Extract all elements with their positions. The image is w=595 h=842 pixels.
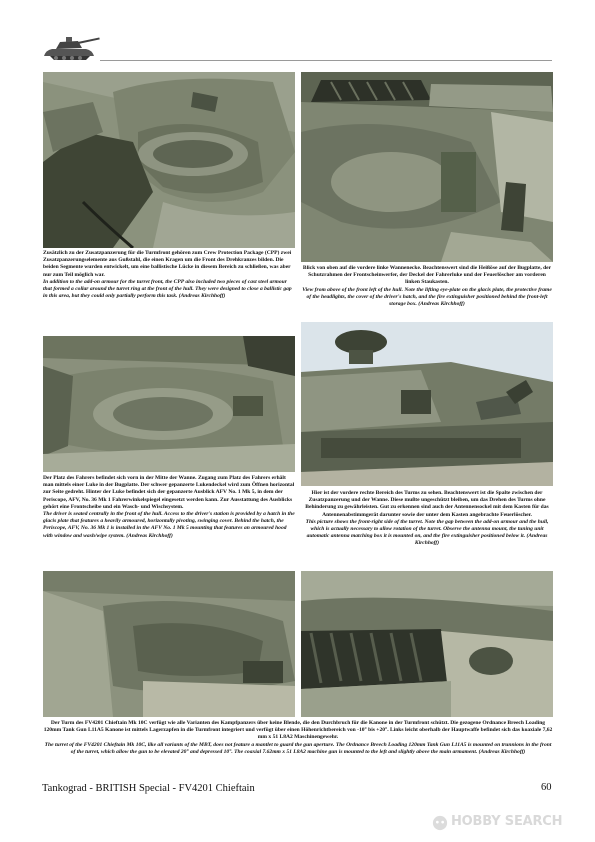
caption-de: Blick von oben auf die vordere linke Wannenecke. Beachtenswert sind die Heißöse auf der Bugplatte, der Schutzrahmen der Frontscheinwerfer, der Deckel der Fahrerluke und der Feuerlöscher am vorderen linken Staukasten. xyxy=(302,265,552,286)
publication-title: Tankograd - BRITISH Special - FV4201 Chieftain xyxy=(42,783,255,794)
caption-front-right-turret xyxy=(301,490,553,548)
caption-de: Zusätzlich zu der Zusatzpanzerung für die Turmfront gehören zum Crew Protection Package (CPP) zwei Zusatzpanzerungselemente aus Gußstahl, die einen Kragen um die Front des Drehkranzes bilden. Die beiden Segmente wurden entwickelt, um eine ballistische Lücke in diesem Bereich zu schließen, was aber nur zum Teil möglich war. xyxy=(43,250,292,278)
tank-silhouette-logo xyxy=(40,28,102,62)
photo-turret-collar-armour xyxy=(43,72,295,248)
photo-turret-front-left xyxy=(43,571,295,717)
photo-gun-mounting xyxy=(301,571,553,717)
page-number: 60 xyxy=(541,782,552,793)
caption-en: The turret of the FV4201 Chieftain Mk 10C, like all variants of the MBT, does not feature a mantlet to guard the gun aperture. The Ordnance Breech Loading 120mm Tank Gun L11A5 is mounted on trunnions in the front of the turret, which allow the gun to be elevated 20° and depressed 10°. The coaxial 7.62mm x 51 L8A2 machine gun is mounted to the left and slightly above the main armament. (Andreas Kirchhoff) xyxy=(44,741,552,755)
watermark-text: HOBBY SEARCH xyxy=(451,814,563,829)
caption-de: Hier ist der vordere rechte Bereich des Turms zu sehen. Beachtenswert ist die Spalte zwischen der Zusatzpanzerung und der Wanne. Diese mußte ungeschützt bleiben, um das Drehen des Turms ohne Behinderung zu gewährleisten. Gut zu erkennen sind auch der Antennensockel mit dem Kasten für das Antennenabstimmgerät darunter sowie der unter dem Kasten angebrachte Feuerlöscher. xyxy=(305,490,549,518)
caption-driver-station xyxy=(43,475,295,540)
caption-en: In addition to the add-on armour for the turret front, the CPP also included two pieces of cast steel armour that formed a collar around the turret ring at the front of the hull. They were designed to close a ballistic gap in this area, but they could only partially perform this task. (Andreas Kirchhoff) xyxy=(43,278,292,300)
photo-driver-station xyxy=(43,336,295,472)
caption-turret-collar-armour xyxy=(43,250,295,300)
hobby-search-watermark xyxy=(432,812,584,834)
caption-turret-gun xyxy=(43,720,553,756)
caption-en: The driver is seated centrally in the front of the hull. Access to the driver's station is provided by a hatch in the glacis plate that features a heavily armoured, horizontally pivoting, swinging cover. Behind the hatch, the Periscope, AFV, No. 36 Mk 1 is installed in the AFV No. 1 Mk 5 mounting that features an armoured hood with window and wash/wipe system. (Andreas Kirchhoff) xyxy=(43,511,295,539)
watermark-mascot-icon xyxy=(432,815,448,831)
header-rule xyxy=(100,60,552,61)
photo-front-right-turret xyxy=(301,322,553,486)
caption-en: This picture shows the front-right side of the turret. Note the gap between the add-on armour and the hull, which is actually necessary to allow rotation of the turret. Observe the antenna mount, the tuning unit automatic antenna matching box it is mounted on, and the fire extinguisher positioned below it. (Andreas Kirchhoff) xyxy=(305,518,549,547)
caption-en: View from above of the front left of the hull. Note the lifting eye-plate on the glacis plate, the protective frame of the headlights, the cover of the driver's hatch, and the fire extinguisher positioned behind the front-left storage box. (Andreas Kirchhoff) xyxy=(302,286,552,308)
photo-front-left-hull xyxy=(301,72,553,262)
caption-de: Der Turm des FV4201 Chieftain Mk 10C verfügt wie alle Varianten des Kampfpanzers über keine Blende, die den Durchbruch für die Kanone in der Turmfront schützt. Die gezogene Ordnance Breech Loading 120mm Tank Gun L11A5 Kanone ist mittels Lagerzapfen in die Turmfront integriert und verfügt über einen Höhenrichtbereich von -10° bis +20°. Links leicht oberhalb der Hauptwaffe befindet sich das koaxiale 7,62 mm x 51 L8A2 Maschinengewehr. xyxy=(43,720,553,741)
caption-front-left-hull xyxy=(301,265,553,308)
caption-de: Der Platz des Fahrers befindet sich vorn in der Mitte der Wanne. Zugang zum Platz des Fahrers erhält man mittels einer Luke in der Bugplatte. Der schwer gepanzerte Lukendeckel wird zum Öffnen horizontal zur Seite gedreht. Hinter der Luke befindet sich der gepanzerte Ausblick AFV No. 1 Mk 5, in dem der Periscope, AFV, No. 36 Mk 1 Fahrerwinkelspiegel eingesetzt werden kann. Zur Ausstattung des Ausblicks gehört eine Frontscheibe und ein Wasch- und Wischsystem. xyxy=(43,475,295,510)
